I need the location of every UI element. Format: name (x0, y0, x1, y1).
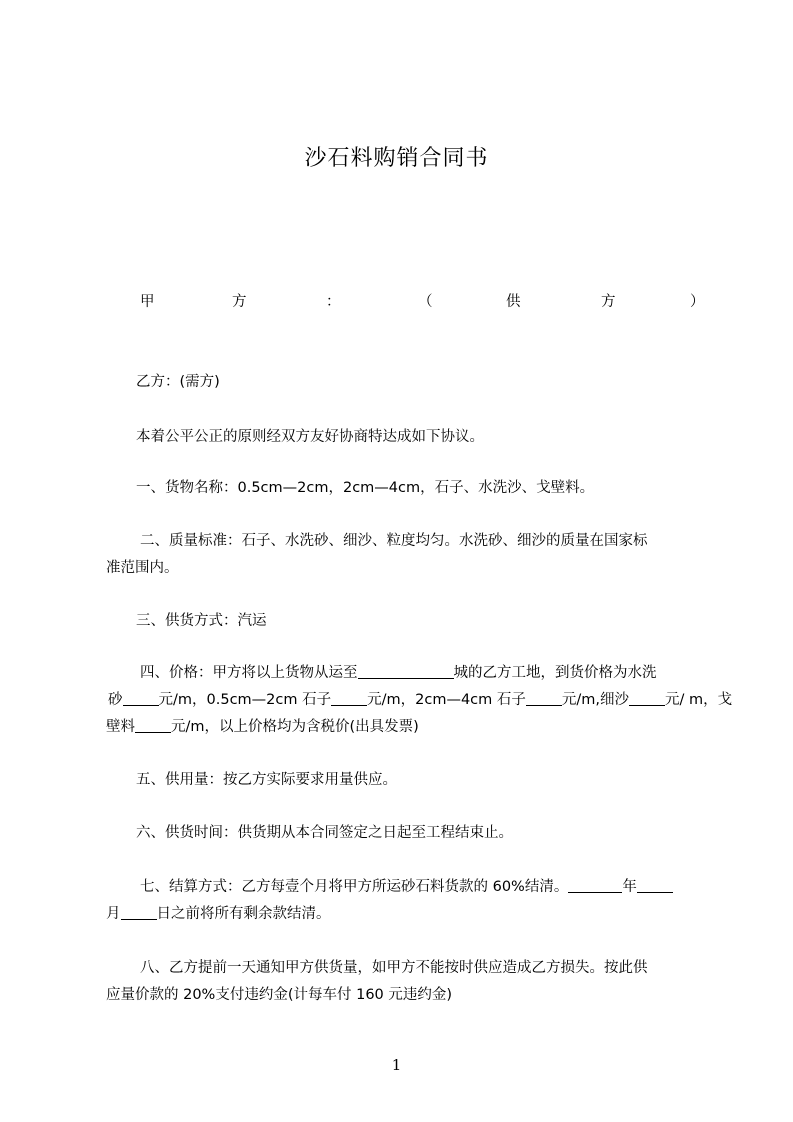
party-a-char: 方 (232, 294, 247, 310)
year-blank (568, 878, 622, 893)
clause-7-line-1 (140, 874, 700, 901)
party-a-char: ： (326, 294, 341, 310)
day-blank (121, 905, 157, 920)
clause-4-text: 砂 (108, 692, 123, 708)
clause-4-text: 壁料 (106, 719, 135, 735)
price-blank (123, 691, 159, 706)
page-number: 1 (391, 1056, 402, 1074)
clause-4-text: 元/m，0.5cm—2cm 石子 (158, 692, 332, 708)
clause-4-text: 元/m，以上价格均为含税价(出具发票) (171, 719, 419, 735)
document-title: 沙石料购销合同书 (304, 146, 489, 171)
party-a-char: 甲 (140, 294, 155, 310)
clause-4-line-1 (140, 660, 734, 687)
clause-5: 五、供用量：按乙方实际要求用量供应。 (136, 772, 397, 788)
clause-4-text: 四、价格：甲方将以上货物从运至 (140, 665, 358, 681)
price-blank (526, 691, 562, 706)
clause-8-line-2: 应量价款的 20%支付违约金(计每车付 160 元违约金) (106, 987, 453, 1003)
clause-4-text: 城的乙方工地，到货价格为水洗 (453, 665, 657, 681)
price-blank (331, 691, 367, 706)
clause-6: 六、供货时间：供货期从本合同签定之日起至工程结束止。 (136, 825, 513, 841)
clause-4-line-3 (106, 714, 700, 741)
clause-4-text: 元/ m，戈 (665, 692, 733, 708)
clause-4-line-2 (108, 687, 733, 714)
party-b-line: 乙方：(需方) (136, 374, 220, 390)
price-blank (629, 691, 665, 706)
clause-1: 一、货物名称：0.5cm—2cm，2cm—4cm，石子、水洗沙、戈壁料。 (136, 480, 595, 496)
party-a-line (106, 290, 705, 314)
month-blank (637, 878, 673, 893)
clause-7-text: 日之前将所有剩余款结清。 (156, 906, 331, 922)
clause-7-text: 月 (106, 906, 121, 922)
clause-3: 三、供货方式：汽运 (136, 613, 267, 629)
clause-7-text: 七、结算方式：乙方每壹个月将甲方所运砂石料货款的 60%结清。 (140, 879, 569, 895)
party-a-char: 方 (601, 294, 616, 310)
clause-2-line-2: 准范围内。 (106, 560, 179, 576)
clause-8-line-1: 八、乙方提前一天通知甲方供货量，如甲方不能按时供应造成乙方损失。按此供 (140, 960, 648, 976)
party-a-char: （ (418, 294, 433, 310)
clause-7-text: 年 (622, 879, 637, 895)
price-blank (135, 718, 171, 733)
clause-2-line-1: 二、质量标准：石子、水洗砂、细沙、粒度均匀。水洗砂、细沙的质量在国家标 (140, 533, 648, 549)
clause-7-line-2 (106, 901, 700, 928)
destination-blank (358, 664, 454, 679)
party-a-char: ） (690, 294, 705, 310)
intro-paragraph: 本着公平公正的原则经双方友好协商特达成如下协议。 (136, 429, 484, 445)
party-a-char: 供 (506, 294, 521, 310)
clause-4-text: 元/m，2cm—4cm 石子 (367, 692, 526, 708)
clause-4-text: 元/m,细沙 (561, 692, 629, 708)
